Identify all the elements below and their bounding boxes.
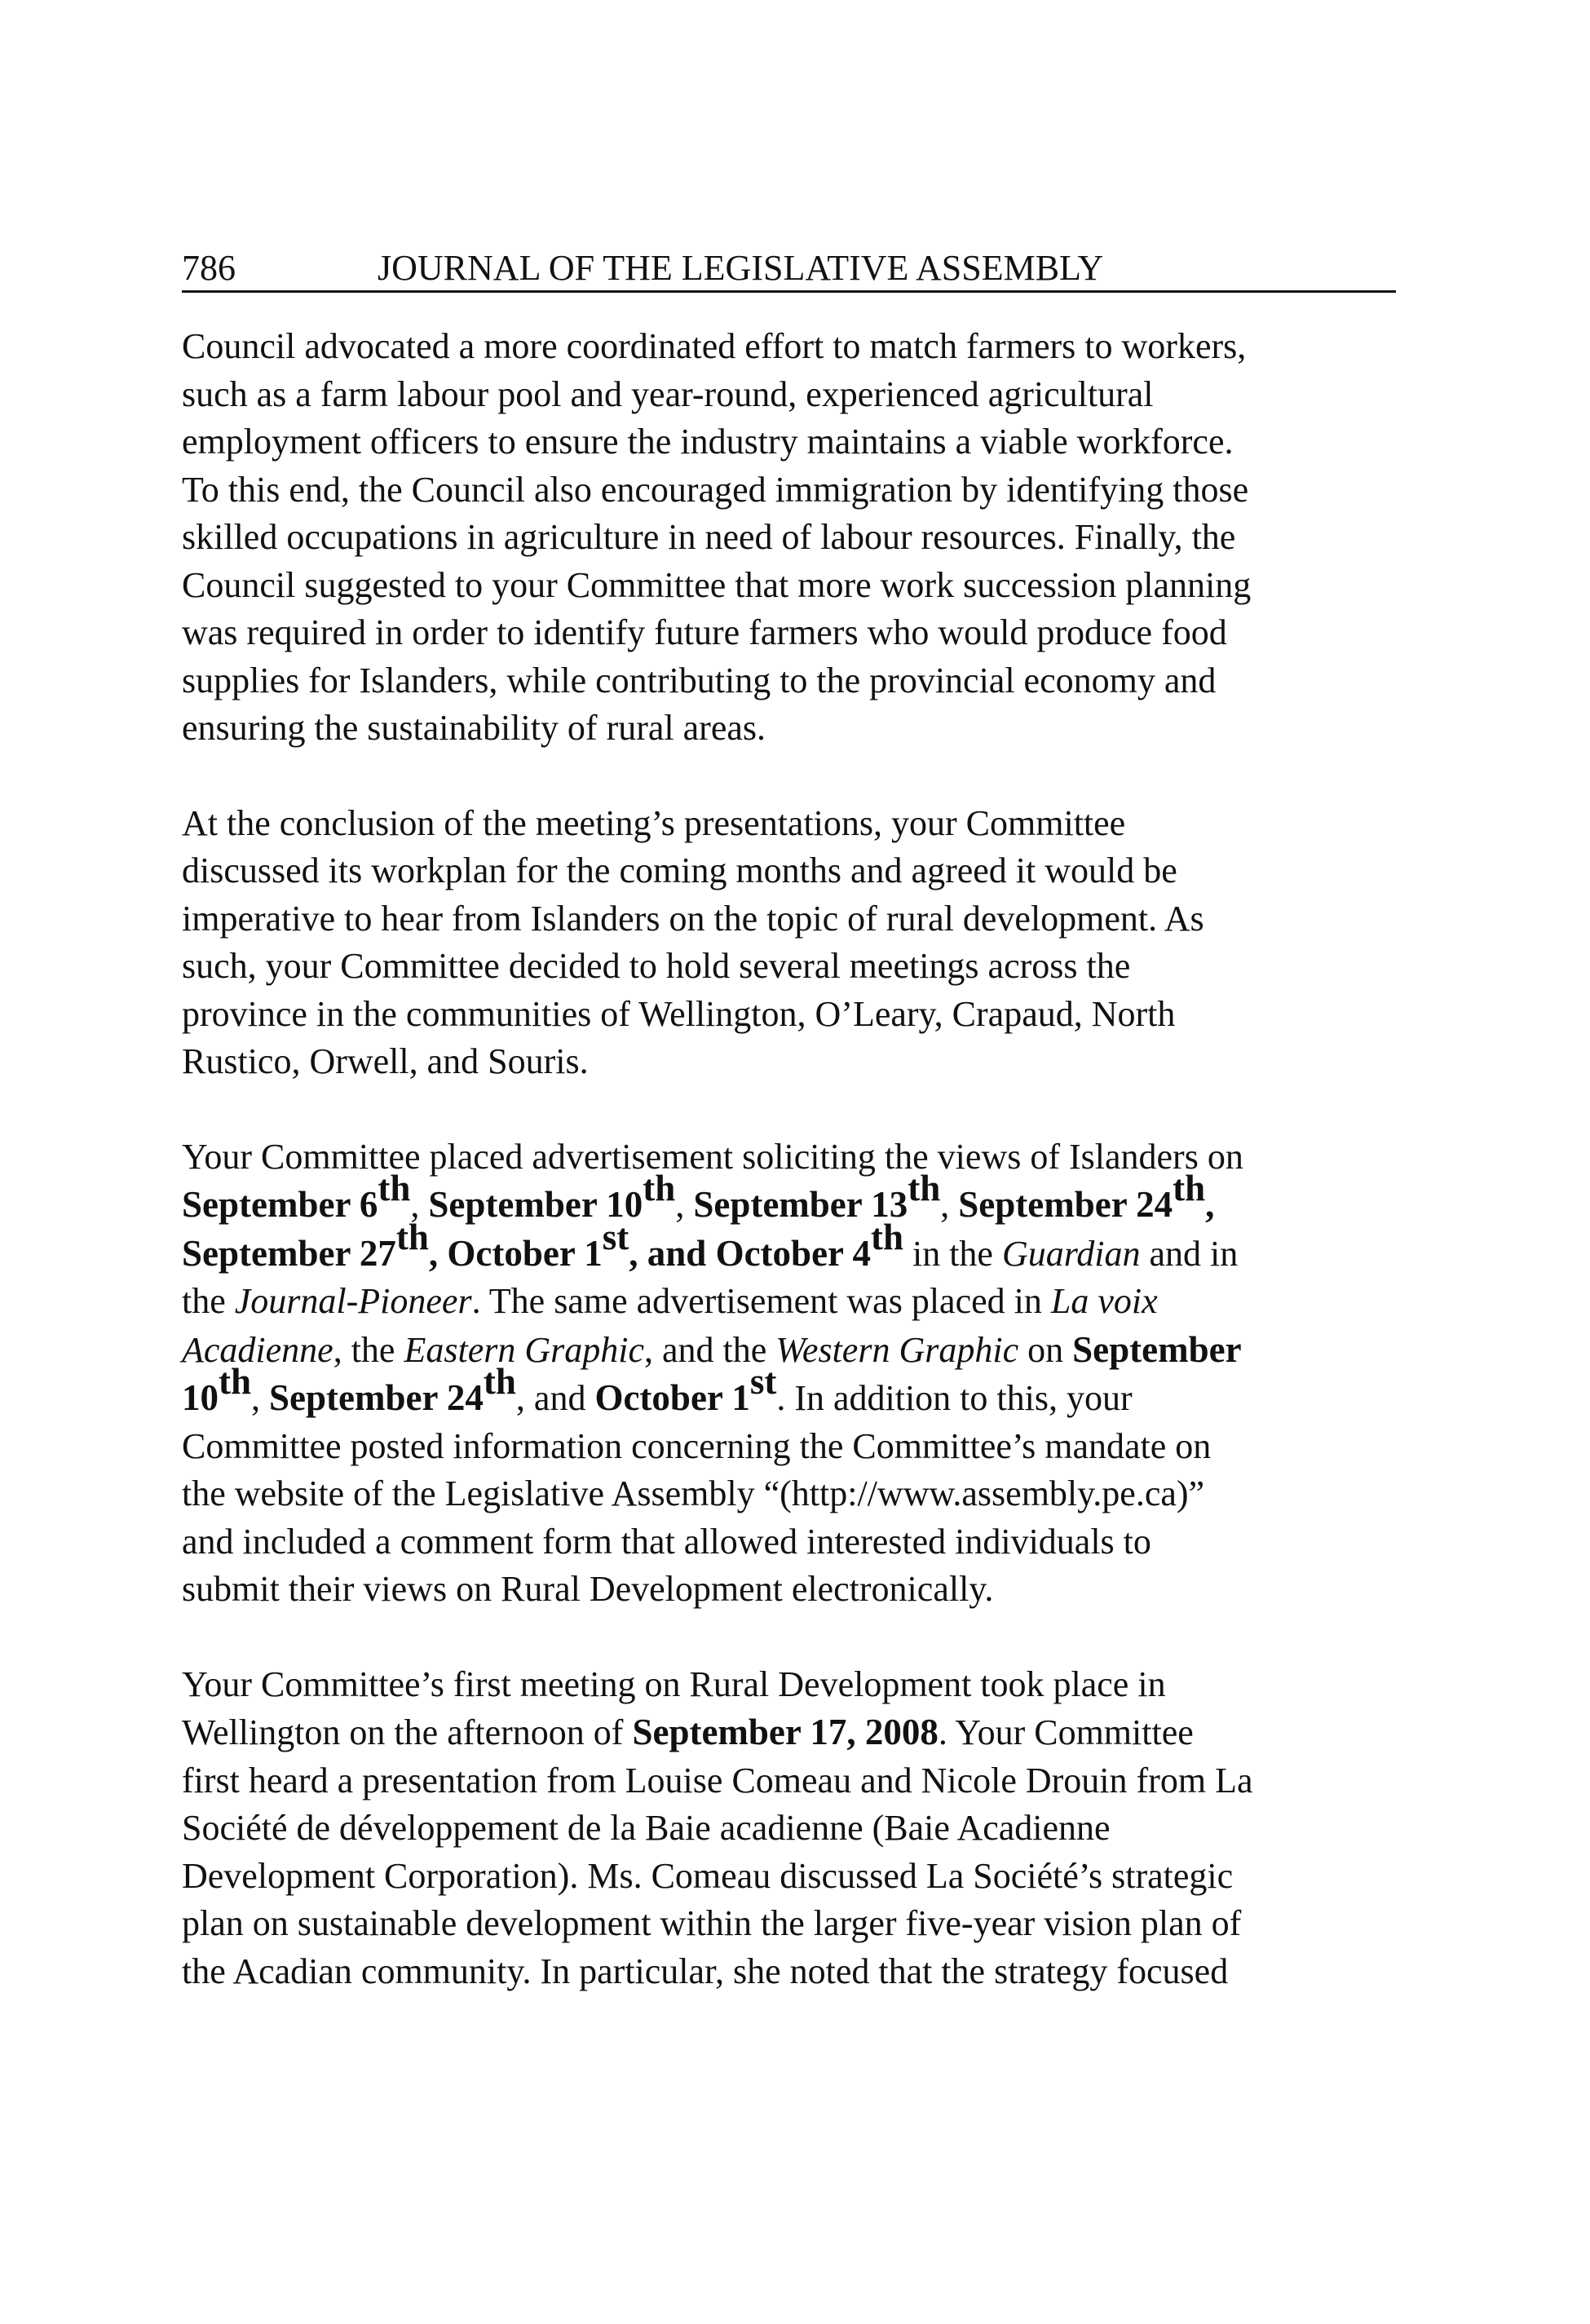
text-line: ensuring the sustainability of rural areas. bbox=[182, 708, 766, 748]
text-line bbox=[182, 1168, 1405, 1230]
text-line: the website of the Legislative Assembly “(http://www.assembly.pe.ca)” bbox=[182, 1473, 1205, 1513]
text-run: , and the bbox=[644, 1329, 776, 1370]
text-run: and in bbox=[1140, 1233, 1239, 1274]
ordinal-suffix: th bbox=[395, 1216, 429, 1257]
text-line bbox=[182, 1216, 1405, 1279]
text-line: Committee posted information concerning the Committee’s mandate on bbox=[182, 1425, 1212, 1466]
text-line bbox=[182, 1361, 1405, 1423]
paragraph-workplan bbox=[182, 800, 1405, 1086]
text-line: To this end, the Council also encouraged immigration by identifying those bbox=[182, 469, 1249, 510]
text-line: employment officers to ensure the industry maintains a viable workforce. bbox=[182, 422, 1234, 462]
text-run: , and bbox=[515, 1378, 595, 1418]
text-run: , bbox=[675, 1185, 694, 1225]
italic-text: Guardian bbox=[1001, 1233, 1141, 1274]
text-line: Council suggested to your Committee that more work succession planning bbox=[182, 564, 1252, 605]
italic-text: La voix bbox=[1050, 1281, 1158, 1321]
italic-text: Western Graphic bbox=[775, 1329, 1019, 1370]
text-line bbox=[182, 1708, 1405, 1757]
text-line: Development Corporation). Ms. Comeau discussed La Société’s strategic bbox=[182, 1855, 1234, 1896]
text-line: such as a farm labour pool and year-round, experienced agricultural bbox=[182, 373, 1154, 414]
ordinal-suffix: th bbox=[219, 1361, 252, 1402]
bold-text: September 10 bbox=[428, 1184, 643, 1225]
text-line: plan on sustainable development within the larger five-year vision plan of bbox=[182, 1903, 1242, 1943]
page-header bbox=[182, 246, 1396, 293]
bold-text: September 24 bbox=[958, 1184, 1173, 1225]
text-line bbox=[182, 1278, 1405, 1326]
text-run: . Your Committee bbox=[938, 1712, 1194, 1752]
ordinal-suffix: th bbox=[643, 1168, 676, 1208]
text-line: At the conclusion of the meeting’s presentations, your Committee bbox=[182, 802, 1126, 843]
ordinal-suffix: st bbox=[602, 1216, 629, 1257]
text-line: the Acadian community. In particular, she noted that the strategy focused bbox=[182, 1951, 1229, 1991]
ordinal-suffix: th bbox=[870, 1216, 903, 1257]
paragraph-first-meeting bbox=[182, 1661, 1405, 1996]
text-line: Your Committee’s first meeting on Rural Development took place in bbox=[182, 1663, 1166, 1704]
text-line: Your Committee placed advertisement soliciting the views of Islanders on bbox=[182, 1136, 1243, 1177]
ordinal-suffix: th bbox=[1173, 1168, 1206, 1208]
journal-title: JOURNAL OF THE LEGISLATIVE ASSEMBLY bbox=[378, 248, 1104, 288]
text-run: , bbox=[251, 1378, 270, 1418]
text-run: the bbox=[182, 1281, 235, 1321]
body-text bbox=[182, 323, 1405, 2043]
bold-text: , October 1 bbox=[428, 1232, 603, 1274]
paragraph-advertisement bbox=[182, 1133, 1405, 1614]
text-line: skilled occupations in agriculture in need of labour resources. Finally, the bbox=[182, 517, 1236, 557]
text-run: Wellington on the afternoon of bbox=[182, 1712, 633, 1752]
bold-text: , bbox=[1205, 1184, 1215, 1225]
text-line: province in the communities of Wellington, O’Leary, Crapaud, North bbox=[182, 993, 1176, 1034]
bold-text: September 6 bbox=[182, 1184, 378, 1225]
ordinal-suffix: th bbox=[378, 1168, 411, 1208]
text-line: Council advocated a more coordinated effort to match farmers to workers, bbox=[182, 326, 1247, 366]
bold-text: September 24 bbox=[269, 1377, 484, 1418]
ordinal-suffix: th bbox=[483, 1361, 516, 1402]
text-run: in the bbox=[903, 1233, 1002, 1274]
text-line: Société de développement de la Baie acadienne (Baie Acadienne bbox=[182, 1808, 1111, 1848]
text-run: , the bbox=[333, 1329, 404, 1370]
bold-text: September 27 bbox=[182, 1232, 396, 1274]
text-line: and included a comment form that allowed interested individuals to bbox=[182, 1521, 1151, 1562]
italic-text: Eastern Graphic bbox=[404, 1329, 644, 1370]
bold-text: , and October 4 bbox=[629, 1232, 871, 1274]
text-run: . In addition to this, your bbox=[776, 1378, 1133, 1418]
text-line: first heard a presentation from Louise Comeau and Nicole Drouin from La bbox=[182, 1760, 1253, 1800]
bold-text: September bbox=[1072, 1328, 1242, 1370]
italic-text: Journal-Pioneer bbox=[234, 1281, 472, 1321]
text-line: imperative to hear from Islanders on the topic of rural development. As bbox=[182, 898, 1204, 939]
ordinal-suffix: th bbox=[908, 1168, 941, 1208]
paragraph-council-advocacy bbox=[182, 323, 1405, 753]
text-run: . The same advertisement was placed in bbox=[471, 1281, 1051, 1321]
text-line: was required in order to identify future farmers who would produce food bbox=[182, 612, 1227, 652]
bold-text: October 1 bbox=[594, 1377, 750, 1418]
bold-text: 10 bbox=[182, 1377, 219, 1418]
text-line: discussed its workplan for the coming months and agreed it would be bbox=[182, 851, 1177, 890]
ordinal-suffix: st bbox=[749, 1361, 777, 1402]
text-line bbox=[182, 1326, 1405, 1375]
bold-text: September 17, 2008 bbox=[632, 1712, 939, 1752]
bold-text: September 13 bbox=[693, 1184, 908, 1225]
text-run: on bbox=[1018, 1329, 1073, 1370]
page-number: 786 bbox=[182, 248, 236, 288]
text-line: submit their views on Rural Development electronically. bbox=[182, 1569, 994, 1609]
text-line: such, your Committee decided to hold several meetings across the bbox=[182, 946, 1131, 986]
text-line: Rustico, Orwell, and Souris. bbox=[182, 1041, 589, 1081]
text-run: , bbox=[940, 1185, 959, 1225]
text-line: supplies for Islanders, while contributing to the provincial economy and bbox=[182, 660, 1217, 700]
text-run: , bbox=[410, 1185, 429, 1225]
italic-text: Acadienne bbox=[182, 1329, 333, 1370]
